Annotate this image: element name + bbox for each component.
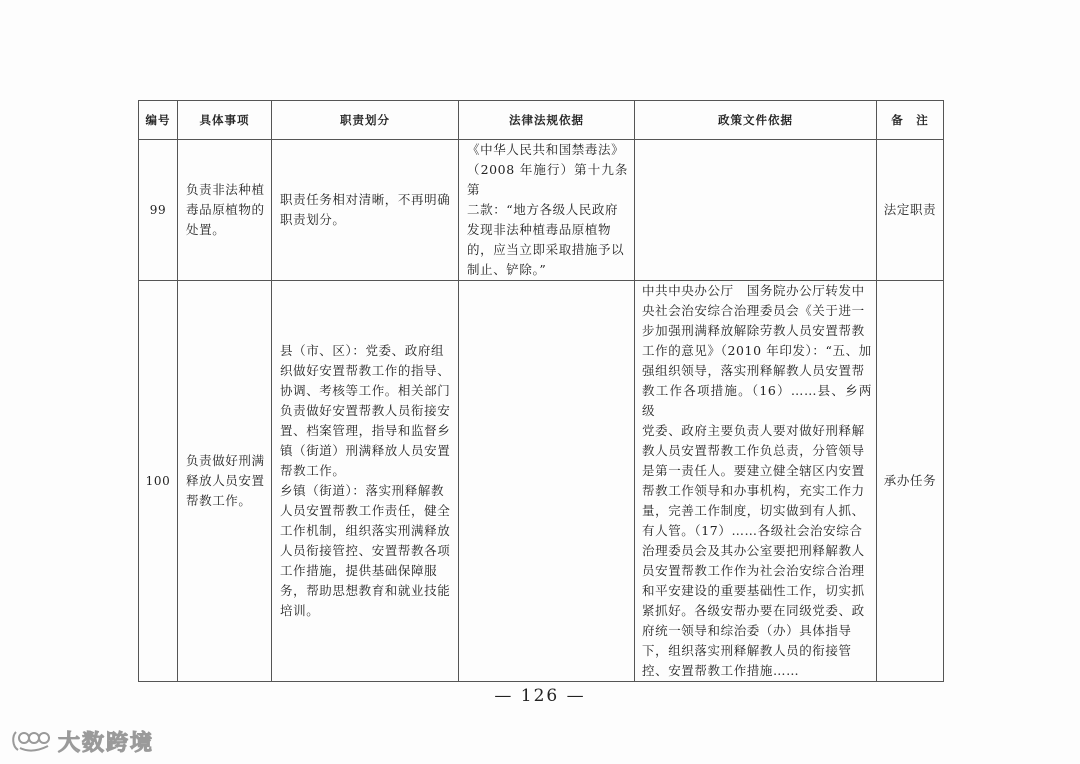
header-number: 编号 [139,101,178,140]
header-law: 法律法规依据 [459,101,635,140]
row-note: 承办任务 [877,281,944,682]
row-number: 100 [139,281,178,682]
row-policy-text: 中共中央办公厅 国务院办公厅转发中 央社会治安综合治理委员会《关于进一 步加强刑满释放解除劳教人员安置帮教 工作的意见》（2010 年印发）：“五、加 强组织领导，落实刑释解教人员安置帮 教工作各项措施。（16）……县、乡两级 党委、政府主要负责人要对做好刑释解 教人员安置帮教工作负总责，分管领导 是第一责任人。要建立健全辖区内安置 帮教工作领导和办事机构，充实工作力 量，完善工作制度，切实做到有人抓、 有人管。（17）……各级社会治安综合 治理委员会及其办公室要把刑释解教人 员安置帮教工作作为社会治安综合治理 和平安建设的重要基础性工作，切实抓 紧抓好。各级安帮办要在同级党委、政 府统一领导和综治委（办）具体指导 下，组织落实刑释解教人员的衔接管 控、安置帮教工作措施…… [642,283,872,678]
row-law-text: 《中华人民共和国禁毒法》 （2008 年施行）第十九条第 二款：“地方各级人民政府 发现非法种植毒品原植物 的，应当立即采取措施予以 制止、铲除。” [467,142,628,277]
row-duty-text: 县（市、区）：党委、政府组 织做好安置帮教工作的指导、 协调、考核等工作。相关部门 负责做好安置帮教人员衔接安 置、档案管理，指导和监督乡 镇（街道）刑满释放人员安置 帮教工作。 乡镇（街道）：落实刑释解教 人员安置帮教工作责任，健全 工作机制，组织落实刑满释放 人员衔接管控、安置帮教各项 工作措施，提供基础保障服 务，帮助思想教育和就业技能 培训。 [280,343,451,618]
watermark-text: 大数跨境 [58,730,155,756]
row-duty-text: 职责任务相对清晰，不再明确 职责划分。 [280,192,451,227]
watermark [10,726,154,756]
header-policy: 政策文件依据 [635,101,877,140]
table-row [139,140,944,281]
header-note: 备 注 [877,101,944,140]
row-duty [272,140,459,281]
row-number: 99 [139,140,178,281]
row-law [459,281,635,682]
header-duty: 职责划分 [272,101,459,140]
table-row [139,281,944,682]
row-duty [272,281,459,682]
page-number: — 126 — [494,686,586,706]
row-policy [635,140,877,281]
header-item: 具体事项 [178,101,272,140]
table-header-row [139,101,944,140]
row-note: 法定职责 [877,140,944,281]
row-item [178,140,272,281]
row-policy [635,281,877,682]
duty-table [138,100,944,682]
row-law [459,140,635,281]
row-item [178,281,272,682]
chat-bubble-logo-icon [10,728,54,754]
row-item-text: 负责做好刑满 释放人员安置 帮教工作。 [186,453,265,508]
row-item-text: 负责非法种植 毒品原植物的 处置。 [186,182,265,237]
